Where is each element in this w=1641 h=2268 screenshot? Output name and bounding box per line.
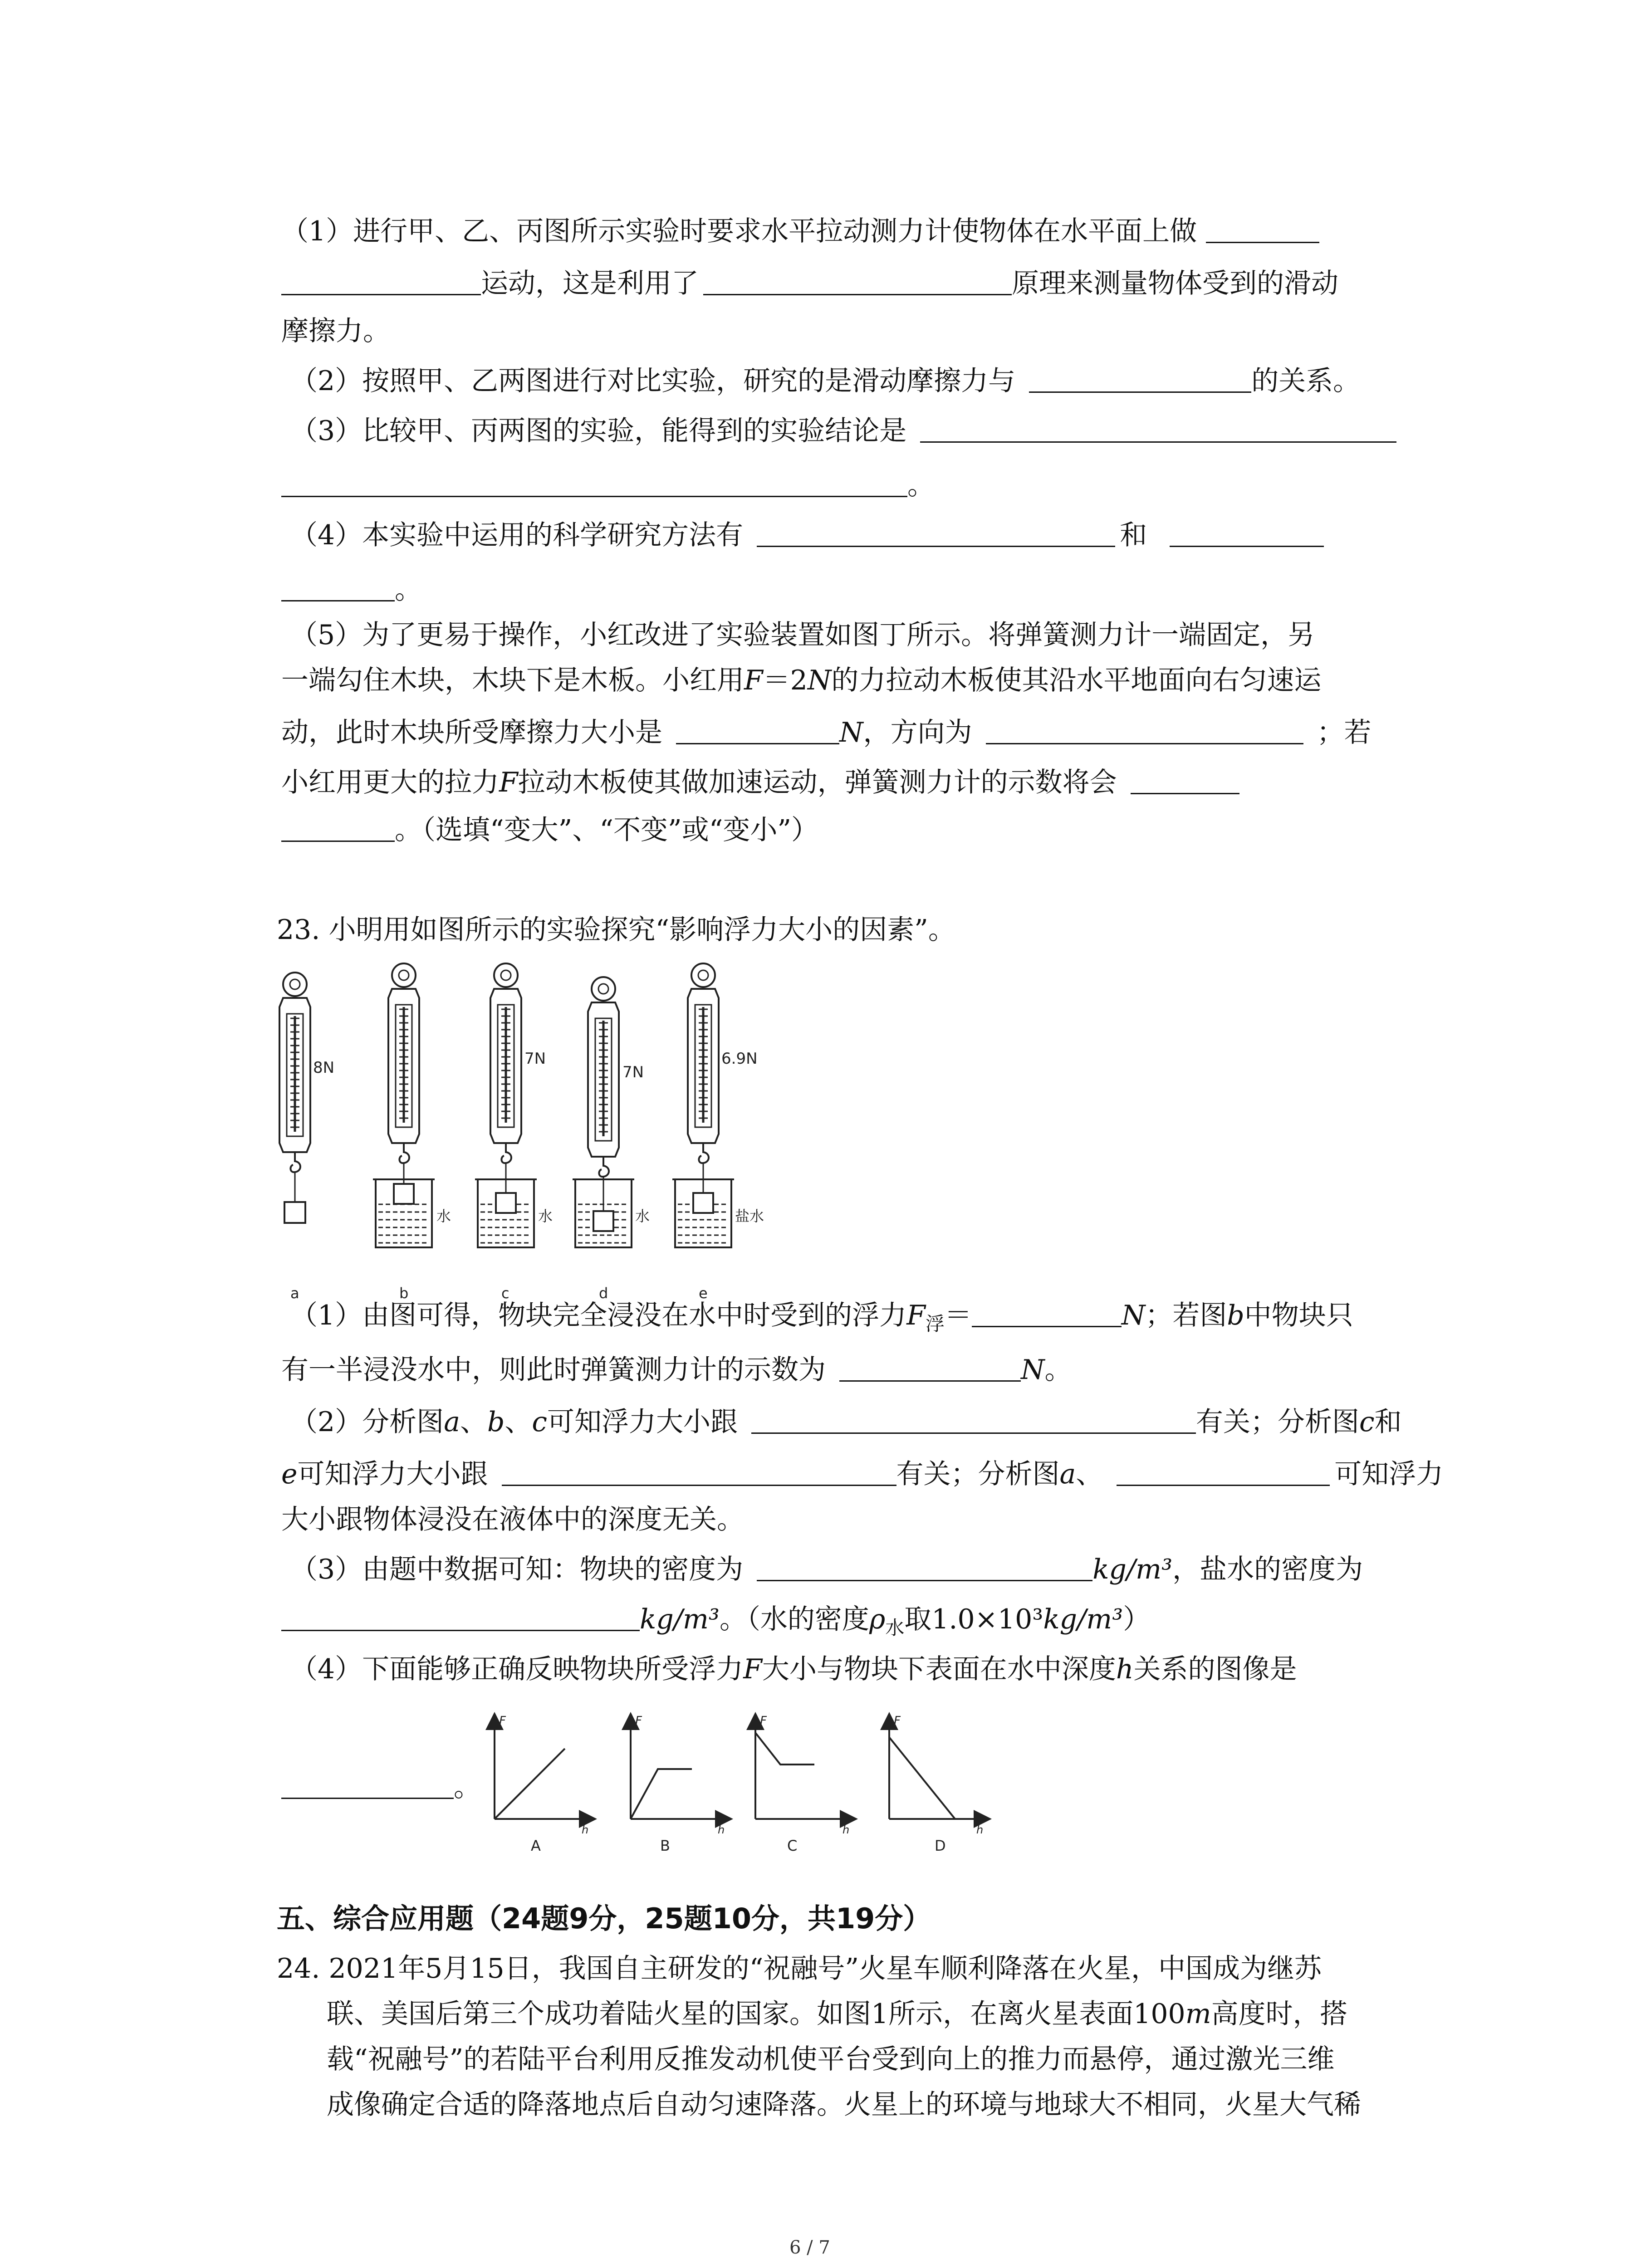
q22-part4-line1: （4）本实验中运用的科学研究方法有 和 xyxy=(290,517,1324,553)
figure-label-b: b xyxy=(399,1285,409,1302)
q23-part4-line2: 。 xyxy=(281,1769,481,1805)
spring-scale-a xyxy=(279,973,310,1223)
q22-part4-line2: 。 xyxy=(281,572,422,608)
spring-scale-d xyxy=(573,977,634,1247)
q22-part1-line3: 摩擦力。 xyxy=(281,315,390,347)
q23-part2-line3: 大小跟物体浸没在液体中的深度无关。 xyxy=(281,1504,744,1535)
q22-part5-line1: （5）为了更易于操作，小红改进了实验装置如图丁所示。将弹簧测力计一端固定，另 xyxy=(290,619,1315,651)
svg-text:F: F xyxy=(499,1714,506,1728)
svg-text:h: h xyxy=(718,1823,725,1836)
spring-scale-c xyxy=(475,963,537,1247)
figure-label-c: c xyxy=(501,1285,509,1302)
svg-text:F: F xyxy=(760,1714,767,1728)
liquid-label-b: 水 xyxy=(436,1207,451,1225)
answer-blank[interactable] xyxy=(920,414,1396,443)
q23-part2-line2: e可知浮力大小跟 有关；分析图a、 可知浮力 xyxy=(281,1458,1444,1490)
answer-blank[interactable] xyxy=(281,267,481,295)
answer-blank[interactable] xyxy=(281,1603,640,1631)
answer-blank[interactable] xyxy=(986,716,1303,744)
q23-part1-line1: （1）由图可得，物块完全浸没在水中时受到的浮力$F_浮= N$；若图b中物块只 xyxy=(290,1300,1353,1335)
q22-part1-line2: 运动，这是利用了 原理来测量物体受到的滑动 xyxy=(281,265,1338,302)
q22-part1-line1: （1）进行甲、乙、丙图所示实验时要求水平拉动测力计使物体在水平面上做 xyxy=(281,213,1319,249)
answer-blank[interactable] xyxy=(703,267,1012,295)
q23-part1-line2: 有一半浸没水中，则此时弹簧测力计的示数为 N。 xyxy=(281,1354,1072,1386)
svg-text:F: F xyxy=(894,1714,901,1728)
q23-part3-line1: （3）由题中数据可知：物块的密度为 kg/m³，盐水的密度为 xyxy=(290,1554,1363,1585)
liquid-label-d: 水 xyxy=(635,1207,650,1225)
graph-label-b: B xyxy=(660,1837,670,1854)
answer-blank[interactable] xyxy=(502,1457,896,1486)
page-number: 6 / 7 xyxy=(789,2237,830,2258)
figure-label-e: e xyxy=(699,1285,708,1302)
answer-blank[interactable] xyxy=(839,1353,1021,1382)
spring-scale-figure xyxy=(268,957,857,1311)
graph-label-a: A xyxy=(531,1837,541,1854)
spring-scale-e xyxy=(672,963,734,1247)
answer-blank[interactable] xyxy=(1131,766,1239,794)
answer-blank[interactable] xyxy=(281,813,395,842)
graph-label-c: C xyxy=(787,1837,798,1854)
reading-a: 8N xyxy=(313,1059,335,1077)
figure-label-a: a xyxy=(290,1285,299,1302)
liquid-label-c: 水 xyxy=(538,1207,553,1225)
graph-b xyxy=(631,1714,726,1854)
q24-line4: 成像确定合适的降落地点后自动匀速降落。火星上的环境与地球大不相同，火星大气稀 xyxy=(327,2089,1361,2121)
section-heading: 五、综合应用题（24题9分，25题10分，共19分） xyxy=(277,1902,931,1935)
answer-blank[interactable] xyxy=(751,1405,1196,1434)
q23-part3-line2: kg/m³。（水的密度$\rho_水$取1.0×10³kg/m³） xyxy=(281,1601,1150,1646)
answer-blank[interactable] xyxy=(972,1299,1122,1327)
graph-d xyxy=(889,1714,985,1854)
answer-blank[interactable] xyxy=(281,1770,454,1799)
reading-e: 6.9N xyxy=(721,1050,758,1068)
answer-blank[interactable] xyxy=(1029,364,1251,393)
f-h-graph-options xyxy=(454,1706,1021,1855)
svg-text:h: h xyxy=(843,1823,850,1836)
q24-line3: 载“祝融号”的若陆平台利用反推发动机使平台受到向上的推力而悬停，通过激光三维 xyxy=(327,2043,1335,2075)
q22-part2: （2）按照甲、乙两图进行对比实验，研究的是滑动摩擦力与 的关系。 xyxy=(290,365,1361,397)
q24-line1: 24. 2021年5月15日，我国自主研发的“祝融号”火星车顺利降落在火星，中国成为继苏 xyxy=(277,1953,1322,1984)
q23-part2-line1: （2）分析图a、b、c可知浮力大小跟 有关；分析图c和 xyxy=(290,1406,1402,1438)
graph-c xyxy=(755,1714,851,1854)
q22-part5-line5: 。（选填“变大”、“不变”或“变小”） xyxy=(281,812,818,848)
answer-blank[interactable] xyxy=(281,573,395,601)
svg-text:h: h xyxy=(976,1823,984,1836)
svg-text:h: h xyxy=(582,1823,589,1836)
answer-blank[interactable] xyxy=(1206,215,1319,243)
answer-blank[interactable] xyxy=(757,1553,1092,1581)
spring-scale-b xyxy=(373,963,435,1247)
reading-d: 7N xyxy=(622,1063,644,1081)
q23-part4-line1: （4）下面能够正确反映物块所受浮力F大小与物块下表面在水中深度h关系的图像是 xyxy=(290,1653,1297,1685)
figure-label-d: d xyxy=(599,1285,608,1302)
liquid-label-e: 盐水 xyxy=(735,1207,764,1225)
q22-part5-line4: 小红用更大的拉力F拉动木板使其做加速运动，弹簧测力计的示数将会 xyxy=(281,764,1239,801)
answer-blank[interactable] xyxy=(676,716,839,744)
answer-blank[interactable] xyxy=(281,469,907,497)
answer-blank[interactable] xyxy=(757,518,1115,547)
graph-a xyxy=(495,1714,590,1854)
q22-part5-line3: 动，此时木块所受摩擦力大小是 N，方向为 ；若 xyxy=(281,717,1372,748)
q22-part5-line2: 一端勾住木块，木块下是木板。小红用F＝2N的力拉动木板使其沿水平地面向右匀速运 xyxy=(281,665,1322,696)
answer-blank[interactable] xyxy=(1170,518,1324,547)
graph-label-d: D xyxy=(935,1837,946,1854)
q23-title: 23. 小明用如图所示的实验探究“影响浮力大小的因素”。 xyxy=(277,914,955,946)
q22-part3-line1: （3）比较甲、丙两图的实验，能得到的实验结论是 xyxy=(290,413,1396,449)
svg-text:F: F xyxy=(635,1714,642,1728)
q22-part3-line2: 。 xyxy=(281,467,935,503)
q24-line2: 联、美国后第三个成功着陆火星的国家。如图1所示，在离火星表面100m高度时，搭 xyxy=(327,1998,1347,2030)
answer-blank[interactable] xyxy=(1117,1457,1330,1486)
reading-c: 7N xyxy=(524,1050,546,1068)
